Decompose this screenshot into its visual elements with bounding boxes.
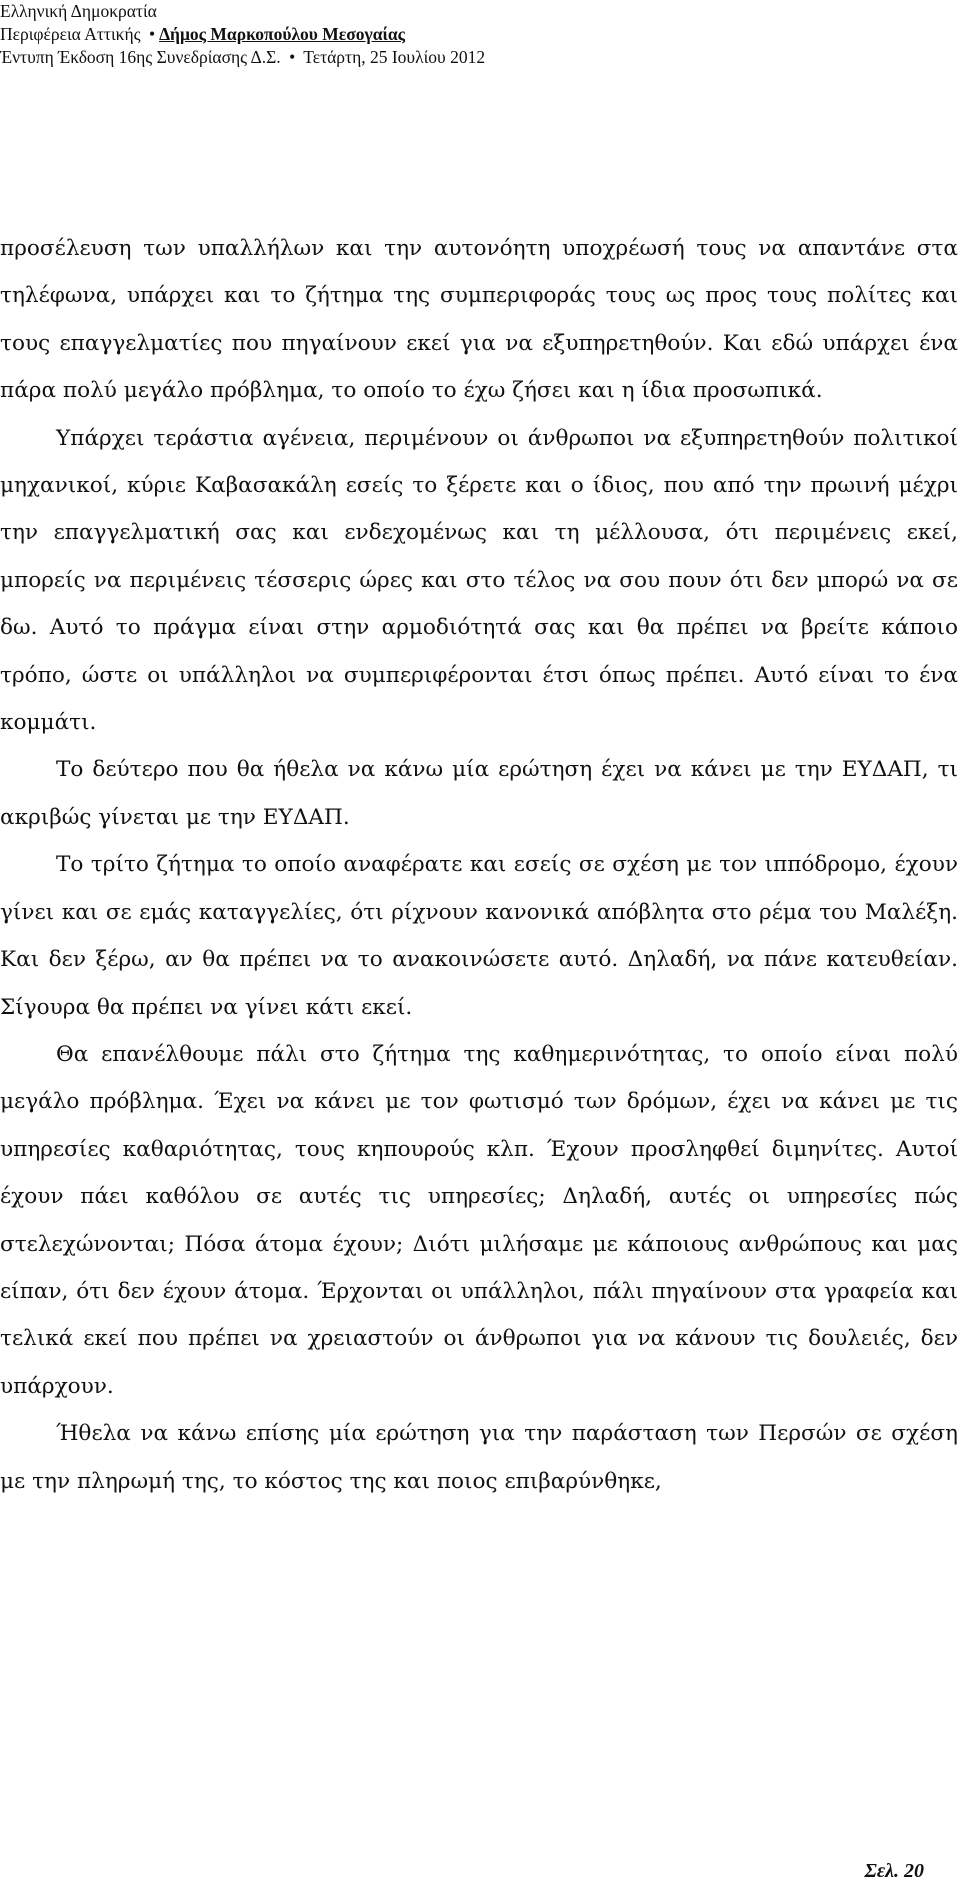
paragraph: Υπάρχει τεράστια αγένεια, περιμένουν οι άνθρωποι να εξυπηρετηθούν πολιτικοί μηχανικοί, κύριε Καβασακάλη εσείς το ξέρετε και ο ίδιος, που από την πρωινή μέχρι την επαγγελματική σας και ενδεχομένως και τη μέλλουσα, ότι περιμένεις εκεί, μπορείς να περιμένεις τέσσερις ώρες και στο τέλος να σου πουν ότι δεν μπορώ να σε δω. Αυτό το πράγμα είναι στην αρμοδιότητά σας και θα πρέπει να βρείτε κάποιο τρόπο, ώστε οι υπάλληλοι να συμπεριφέρονται έτσι όπως πρέπει. Αυτό είναι το ένα κομμάτι. bbox=[0, 425, 958, 736]
page-number: Σελ. 20 bbox=[864, 1860, 924, 1882]
document-header bbox=[0, 0, 960, 69]
bullet-separator: • bbox=[148, 24, 156, 44]
paragraph: Ήθελα να κάνω επίσης μία ερώτηση για την παράσταση των Περσών σε σχέση με την πληρωμή της, το κόστος της και ποιος επιβαρύνθηκε, bbox=[0, 1421, 958, 1494]
document-body bbox=[0, 225, 958, 1505]
bullet-separator: • bbox=[289, 47, 296, 67]
header-edition: Έντυπη Έκδοση 16ης Συνεδρίασης Δ.Σ. bbox=[0, 47, 281, 67]
header-country: Ελληνική Δημοκρατία bbox=[0, 1, 157, 21]
paragraph: Το δεύτερο που θα ήθελα να κάνω μία ερώτηση έχει να κάνει με την ΕΥΔΑΠ, τι ακριβώς γίνεται με την ΕΥΔΑΠ. bbox=[0, 757, 958, 830]
paragraph: Θα επανέλθουμε πάλι στο ζήτημα της καθημερινότητας, το οποίο είναι πολύ μεγάλο πρόβλημα. Έχει να κάνει με τον φωτισμό των δρόμων, έχει να κάνει με τις υπηρεσίες καθαριότητας, τους κηπουρούς κλπ. Έχουν προσληφθεί διμηνίτες. Αυτοί έχουν πάει καθόλου σε αυτές τις υπηρεσίες; Δηλαδή, αυτές οι υπηρεσίες πώς στελεχώνονται; Πόσα άτομα έχουν; Διότι μιλήσαμε με κάποιους ανθρώπους και μας είπαν, ότι δεν έχουν άτομα. Έρχονται οι υπάλληλοι, πάλι πηγαίνουν στα γραφεία και τελικά εκεί που πρέπει να χρειαστούν οι άνθρωποι για να κάνουν τις δουλειές, δεν υπάρχουν. bbox=[0, 1041, 958, 1399]
header-region: Περιφέρεια Αττικής bbox=[0, 24, 141, 44]
paragraph: Το τρίτο ζήτημα το οποίο αναφέρατε και εσείς σε σχέση με τον ιππόδρομο, έχουν γίνει και σε εμάς καταγγελίες, ότι ρίχνουν κανονικά απόβλητα στο ρέμα του Μαλέξη. Και δεν ξέρω, αν θα πρέπει να το ανακοινώσετε αυτό. Δηλαδή, να πάνε κατευθείαν. Σίγουρα θα πρέπει να γίνει κάτι εκεί. bbox=[0, 852, 958, 1020]
header-region-line bbox=[0, 23, 960, 46]
header-edition-line bbox=[0, 46, 960, 69]
header-date: Τετάρτη, 25 Ιουλίου 2012 bbox=[303, 47, 486, 67]
paragraph: προσέλευση των υπαλλήλων και την αυτονόητη υποχρέωσή τους να απαντάνε στα τηλέφωνα, υπάρχει και το ζήτημα της συμπεριφοράς τους ως προς τους πολίτες και τους επαγγελματίες που πηγαίνουν εκεί για να εξυπηρετηθούν. Και εδώ υπάρχει ένα πάρα πολύ μεγάλο πρόβλημα, το οποίο το έχω ζήσει και η ίδια προσωπικά. bbox=[0, 236, 958, 404]
header-municipality: Δήμος Μαρκοπούλου Μεσογαίας bbox=[159, 24, 406, 44]
